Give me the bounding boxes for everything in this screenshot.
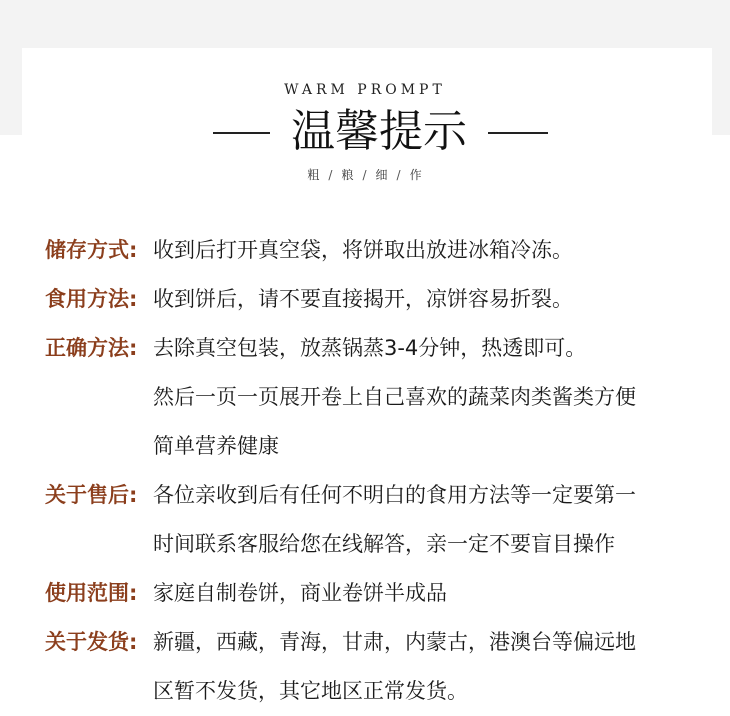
info-text: 去除真空包装，放蒸锅蒸3-4分钟，热透即可。	[153, 336, 587, 360]
info-label: 食用方法:	[45, 287, 138, 311]
info-text: 然后一页一页展开卷上自己喜欢的蔬菜肉类酱类方便	[153, 385, 636, 409]
info-item-after-sales	[45, 471, 725, 569]
title-divider-left	[213, 132, 270, 134]
info-item-eating	[45, 275, 725, 324]
page-title: 温馨提示	[291, 106, 467, 157]
subtitle-char: 作	[409, 168, 423, 182]
info-text: 收到后打开真空袋，将饼取出放进冰箱冷冻。	[153, 238, 573, 262]
info-label: 正确方法:	[45, 336, 138, 360]
info-text: 简单营养健康	[153, 434, 279, 458]
info-text: 各位亲收到后有任何不明白的食用方法等一定要第一	[153, 483, 636, 507]
title-row	[0, 104, 730, 160]
info-label: 使用范围:	[45, 581, 138, 605]
info-text: 家庭自制卷饼，商业卷饼半成品	[153, 581, 447, 605]
info-item-storage	[45, 226, 725, 275]
subtitle-char: 细	[375, 168, 389, 182]
info-label: 关于发货:	[45, 630, 138, 654]
title-divider-right	[488, 132, 548, 134]
eyebrow-text: WARM PROMPT	[284, 82, 446, 98]
info-text: 新疆，西藏，青海，甘肃，内蒙古，港澳台等偏远地	[153, 630, 636, 654]
subtitle-char: 粗	[307, 168, 321, 182]
subtitle-separator: /	[396, 168, 402, 182]
info-text: 收到饼后，请不要直接揭开，凉饼容易折裂。	[153, 287, 573, 311]
info-body	[153, 324, 725, 471]
subtitle	[0, 166, 730, 183]
info-item-shipping	[45, 618, 725, 716]
info-body	[153, 226, 725, 275]
info-list	[45, 226, 725, 716]
info-body	[153, 275, 725, 324]
subtitle-char: 粮	[341, 168, 355, 182]
subtitle-separator: /	[328, 168, 334, 182]
info-text: 时间联系客服给您在线解答，亲一定不要盲目操作	[153, 532, 615, 556]
info-label: 关于售后:	[45, 483, 138, 507]
subtitle-separator: /	[362, 168, 368, 182]
info-body	[153, 569, 725, 618]
info-item-usage-scope	[45, 569, 725, 618]
info-text: 区暂不发货，其它地区正常发货。	[153, 679, 468, 703]
info-body	[153, 471, 725, 569]
info-item-correct-method	[45, 324, 725, 471]
info-label: 储存方式:	[45, 238, 138, 262]
info-body	[153, 618, 725, 716]
